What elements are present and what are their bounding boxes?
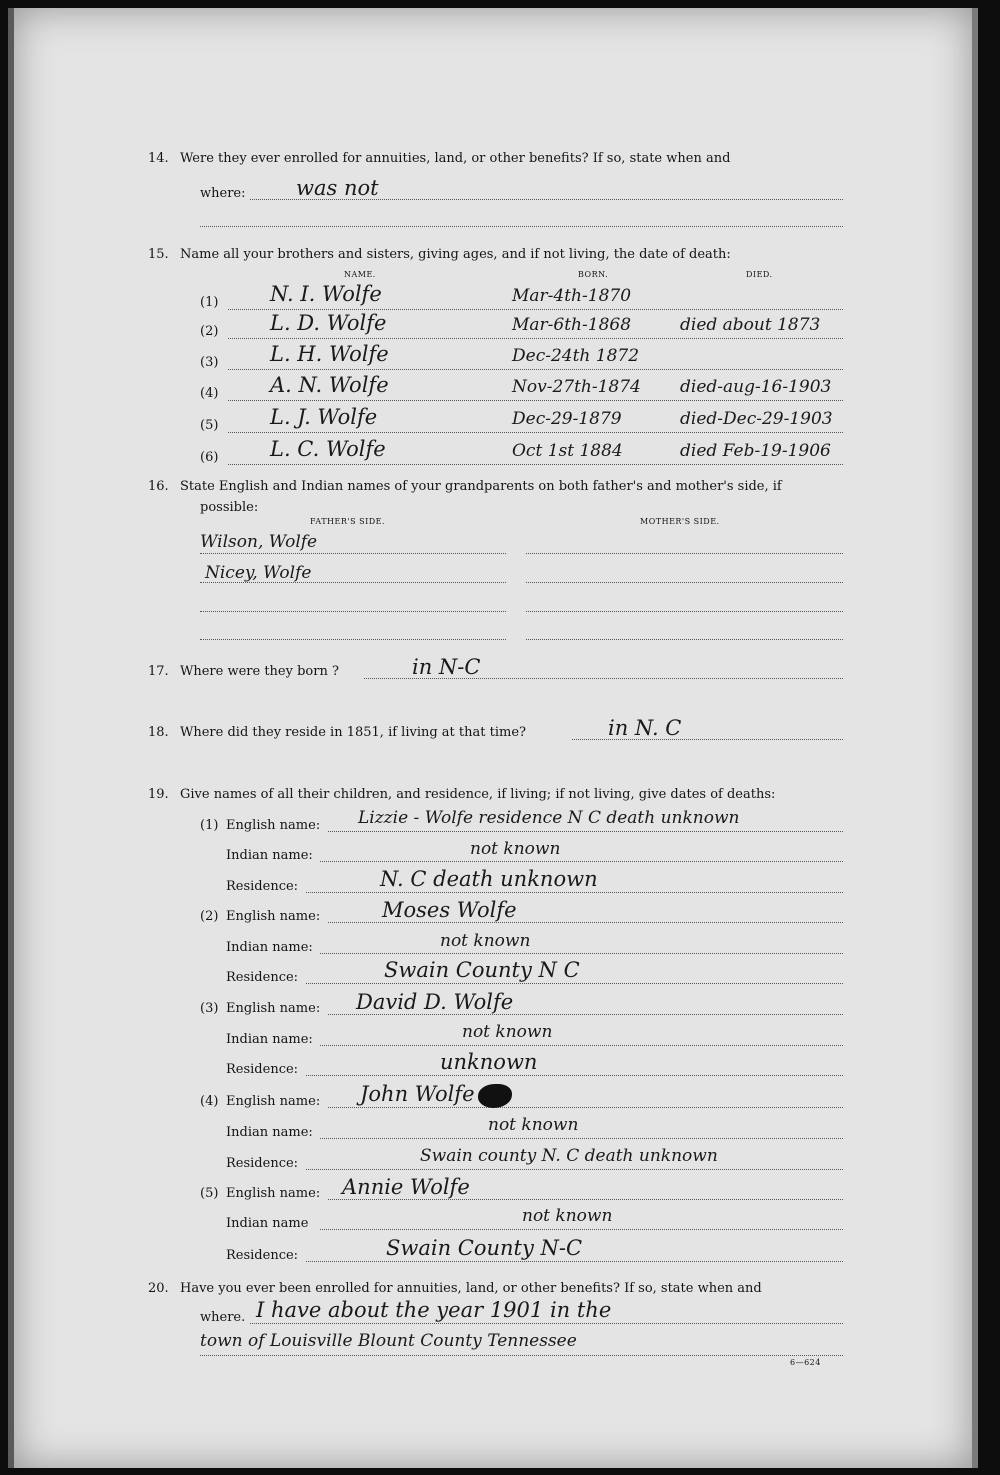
q16-mothers-side-header: MOTHER'S SIDE. xyxy=(640,517,720,526)
q19-english-name: Annie Wolfe xyxy=(342,1175,470,1199)
q15-row-number: (1) xyxy=(200,295,219,310)
q19-residence: Swain county N. C death unknown xyxy=(420,1146,718,1166)
q19-english-line xyxy=(328,1199,843,1200)
q19-indian-name: not known xyxy=(470,839,561,859)
form-code: 6—624 xyxy=(790,1358,821,1367)
q15-sibling-died: died-aug-16-1903 xyxy=(680,377,832,397)
q16-father-entry: Wilson, Wolfe xyxy=(200,532,318,552)
q19-indian-name: not known xyxy=(488,1115,579,1135)
q19-english-label: English name: xyxy=(226,1186,321,1201)
q15-row-line xyxy=(228,432,843,433)
q15-sibling-born: Oct 1st 1884 xyxy=(512,441,623,461)
q15-row-line xyxy=(228,400,843,401)
q16-mother-line xyxy=(526,639,843,640)
q19-indian-line xyxy=(320,1138,843,1139)
q19-residence: Swain County N-C xyxy=(386,1236,583,1260)
q19-indian-line xyxy=(320,861,843,862)
q16-question-line2: possible: xyxy=(200,500,259,515)
q19-indian-label: Indian name xyxy=(226,1216,309,1231)
q20-question: Have you ever been enrolled for annuities, land, or other benefits? If so, state when and xyxy=(180,1281,762,1296)
q19-residence-line xyxy=(306,1075,843,1076)
q19-english-label: English name: xyxy=(226,1001,321,1016)
q19-question: Give names of all their children, and residence, if living; if not living, give dates of deaths: xyxy=(180,787,776,802)
q15-row-number: (5) xyxy=(200,418,219,433)
q15-row-line xyxy=(228,338,843,339)
q15-col-died: DIED. xyxy=(746,270,773,279)
q19-indian-line xyxy=(320,1045,843,1046)
q19-residence: N. C death unknown xyxy=(380,867,598,891)
q15-sibling-born: Dec-24th 1872 xyxy=(512,346,640,366)
q15-sibling-born: Mar-4th-1870 xyxy=(512,286,632,306)
q19-english-name: Moses Wolfe xyxy=(382,898,517,922)
q19-residence-label: Residence: xyxy=(226,1156,299,1171)
q15-sibling-name: L. J. Wolfe xyxy=(270,405,378,429)
q17-answer: in N-C xyxy=(412,655,481,679)
q15-sibling-died: died-Dec-29-1903 xyxy=(680,409,833,429)
q19-english-label: English name: xyxy=(226,1094,321,1109)
q17-question: Where were they born ? xyxy=(180,664,339,679)
q19-residence-line xyxy=(306,1169,843,1170)
q19-child-number: (4) xyxy=(200,1094,219,1109)
q15-question: Name all your brothers and sisters, giving ages, and if not living, the date of death: xyxy=(180,247,731,262)
q19-residence-label: Residence: xyxy=(226,879,299,894)
q19-english-line xyxy=(328,1107,843,1108)
q19-residence-line xyxy=(306,892,843,893)
q19-indian-line xyxy=(320,953,843,954)
q15-sibling-name: N. I. Wolfe xyxy=(270,282,382,306)
q19-child-number: (3) xyxy=(200,1001,219,1016)
q19-residence-line xyxy=(306,983,843,984)
q16-mother-line xyxy=(526,582,843,583)
q16-mother-line xyxy=(526,553,843,554)
q16-father-line xyxy=(200,639,506,640)
q19-residence-label: Residence: xyxy=(226,970,299,985)
page-edge-right xyxy=(972,8,978,1468)
q16-father-line xyxy=(200,582,506,583)
q16-number: 16. xyxy=(148,479,169,494)
q15-number: 15. xyxy=(148,247,169,262)
q15-row-number: (2) xyxy=(200,324,219,339)
q15-sibling-born: Dec-29-1879 xyxy=(512,409,622,429)
q19-english-line xyxy=(328,922,843,923)
q20-number: 20. xyxy=(148,1281,169,1296)
q19-residence-label: Residence: xyxy=(226,1062,299,1077)
q17-number: 17. xyxy=(148,664,169,679)
q16-father-line xyxy=(200,611,506,612)
q19-indian-name: not known xyxy=(440,931,531,951)
q19-number: 19. xyxy=(148,787,169,802)
q14-answer: was not xyxy=(296,176,379,200)
q15-row-line xyxy=(228,309,843,310)
q19-english-line xyxy=(328,1014,843,1015)
q15-sibling-died: died about 1873 xyxy=(680,315,821,335)
q15-row-number: (4) xyxy=(200,386,219,401)
q19-indian-line xyxy=(320,1229,843,1230)
q19-english-name: David D. Wolfe xyxy=(356,990,514,1014)
q20-where-label: where. xyxy=(200,1310,246,1325)
q20-answer-line1: I have about the year 1901 in the xyxy=(256,1298,612,1322)
q18-answer: in N. C xyxy=(608,716,682,740)
q19-indian-label: Indian name: xyxy=(226,848,313,863)
q15-row-line xyxy=(228,369,843,370)
q19-indian-label: Indian name: xyxy=(226,1125,313,1140)
q14-where-label: where: xyxy=(200,186,246,201)
q19-child-number: (2) xyxy=(200,909,219,924)
q19-residence: unknown xyxy=(440,1050,538,1074)
q14-line-2 xyxy=(200,226,843,227)
q15-col-name: NAME. xyxy=(344,270,376,279)
q15-sibling-name: L. C. Wolfe xyxy=(270,437,386,461)
q19-residence: Swain County N C xyxy=(384,958,580,982)
q19-english-label: English name: xyxy=(226,909,321,924)
q14-number: 14. xyxy=(148,151,169,166)
q15-sibling-name: A. N. Wolfe xyxy=(270,373,389,397)
q15-row-number: (6) xyxy=(200,450,219,465)
q20-line-2 xyxy=(200,1355,843,1356)
q19-residence-line xyxy=(306,1261,843,1262)
q19-indian-name: not known xyxy=(522,1206,613,1226)
q15-sibling-born: Nov-27th-1874 xyxy=(512,377,641,397)
q15-sibling-died: died Feb-19-1906 xyxy=(680,441,831,461)
q20-answer-line2: town of Louisville Blount County Tennessee xyxy=(200,1331,577,1351)
q20-line-1 xyxy=(250,1323,843,1324)
q19-indian-label: Indian name: xyxy=(226,1032,313,1047)
q15-sibling-name: L. H. Wolfe xyxy=(270,342,389,366)
q16-father-line xyxy=(200,553,506,554)
q19-child-number: (5) xyxy=(200,1186,219,1201)
q16-father-entry: Nicey, Wolfe xyxy=(205,563,312,583)
q16-fathers-side-header: FATHER'S SIDE. xyxy=(310,517,386,526)
q18-question: Where did they reside in 1851, if living at that time? xyxy=(180,725,526,740)
q14-question: Were they ever enrolled for annuities, land, or other benefits? If so, state when and xyxy=(180,151,731,166)
q16-question-line1: State English and Indian names of your grandparents on both father's and mother's side, if xyxy=(180,479,782,494)
q15-sibling-born: Mar-6th-1868 xyxy=(512,315,632,335)
q19-english-name: John Wolfe xyxy=(360,1082,475,1106)
q19-residence-label: Residence: xyxy=(226,1248,299,1263)
q19-english-label: English name: xyxy=(226,818,321,833)
q19-indian-label: Indian name: xyxy=(226,940,313,955)
q18-number: 18. xyxy=(148,725,169,740)
q19-indian-name: not known xyxy=(462,1022,553,1042)
q15-row-number: (3) xyxy=(200,355,219,370)
q19-child-number: (1) xyxy=(200,818,219,833)
q19-english-line xyxy=(328,831,843,832)
q19-english-name: Lizzie - Wolfe residence N C death unknown xyxy=(358,808,740,828)
q15-row-line xyxy=(228,464,843,465)
q15-sibling-name: L. D. Wolfe xyxy=(270,311,387,335)
q15-col-born: BORN. xyxy=(578,270,609,279)
q16-mother-line xyxy=(526,611,843,612)
